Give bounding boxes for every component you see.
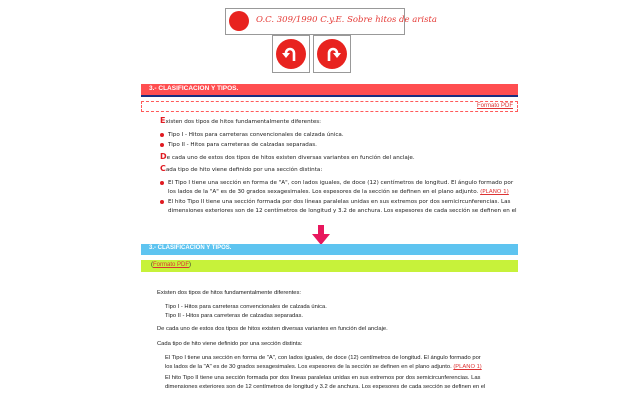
new-section-title: 3.- CLASIFICACION Y TIPOS. [149,245,232,251]
forward-button[interactable] [313,35,351,73]
bullet-icon [160,133,164,137]
u-turn-left-arrow-icon [276,39,306,69]
new-type-2: Tipo II - Hitos para carreteras de calzadas separadas. [165,313,304,319]
header-title: O.C. 309/1990 C.y.E. Sobre hitos de arista [256,15,437,25]
bullet-icon [160,200,164,204]
new-def-line-1: El Tipo I tiene una sección en forma de "A", con lados iguales, de doce (12) centímetros de longitud. El ángulo formado por [165,355,481,361]
header-box [225,8,437,35]
new-def-line-2: los lados de la "A" es de 30 grados sexagesimales. Los espesores de la sección se definen en el plano adjunto. (PLANO 1) [165,364,482,370]
logo-circle-icon [229,11,249,31]
bullet-icon [160,143,164,147]
new-pdf-bar [141,260,518,272]
old-type-1: Tipo I - Hitos para carreteras convencionales de calzada única. [160,132,344,138]
down-arrow-icon [312,225,330,245]
old-type-2: Tipo II - Hitos para carreteras de calzadas separadas. [160,142,317,148]
old-intro: Existen dos tipos de hitos fundamentalmente diferentes: [160,116,322,125]
old-plano-link[interactable]: (PLANO 1) [480,189,509,195]
old-pdf-link[interactable]: Formato PDF [476,103,513,109]
new-intro: Existen dos tipos de hitos fundamentalmente diferentes: [157,290,302,296]
old-section-title-bar [141,84,518,97]
old-variants: De cada uno de estos dos tipos de hitos existen diversas variantes en función del anclaje. [160,152,415,161]
old-def-line-3: El hito Tipo II tiene una sección formada por dos líneas paralelas unidas en sus extremos por dos semicircunferencias. Las [160,199,510,205]
new-plano-link[interactable]: (PLANO 1) [453,364,482,370]
old-def-line-1: El Tipo I tiene una sección en forma de "A", con lados iguales, de doce (12) centímetros de longitud. El ángulo formado por [160,180,513,186]
old-def-intro: Cada tipo de hito viene definido por una sección distinta: [160,164,323,173]
back-button[interactable] [272,35,310,73]
new-def-intro: Cada tipo de hito viene definido por una sección distinta: [157,341,303,347]
u-turn-right-arrow-icon [317,39,347,69]
new-type-1: Tipo I - Hitos para carreteras convencionales de calzada única. [165,304,327,310]
new-def-line-3: El hito Tipo II tiene una sección formada por dos líneas paralelas unidas en sus extremos por dos semicircunferencias. Las [165,375,481,381]
old-pdf-box [141,101,518,112]
new-variants: De cada uno de estos dos tipos de hitos existen diversas variantes en función del anclaje. [157,326,388,332]
new-pdf-line: (Formato PDF) [151,262,192,268]
new-section-title-bar [141,244,518,255]
new-pdf-link[interactable]: Formato PDF [153,262,190,268]
old-def-line-4: dimensiones exteriores son de 12 centímetros de longitud y 3.2 de anchura. Los espesores de cada sección se definen en el [168,208,517,214]
old-def-line-2: los lados de la "A" es de 30 grados sexagesimales. Los espesores de la sección se definen en el plano adjunto. (PLANO 1) [168,189,509,195]
new-def-line-4: dimensiones exteriores son de 12 centímetros de longitud y 3.2 de anchura. Los espesores de cada sección se definen en el [165,384,486,390]
bullet-icon [160,181,164,185]
old-section-title: 3.- CLASIFICACION Y TIPOS. [149,85,239,92]
